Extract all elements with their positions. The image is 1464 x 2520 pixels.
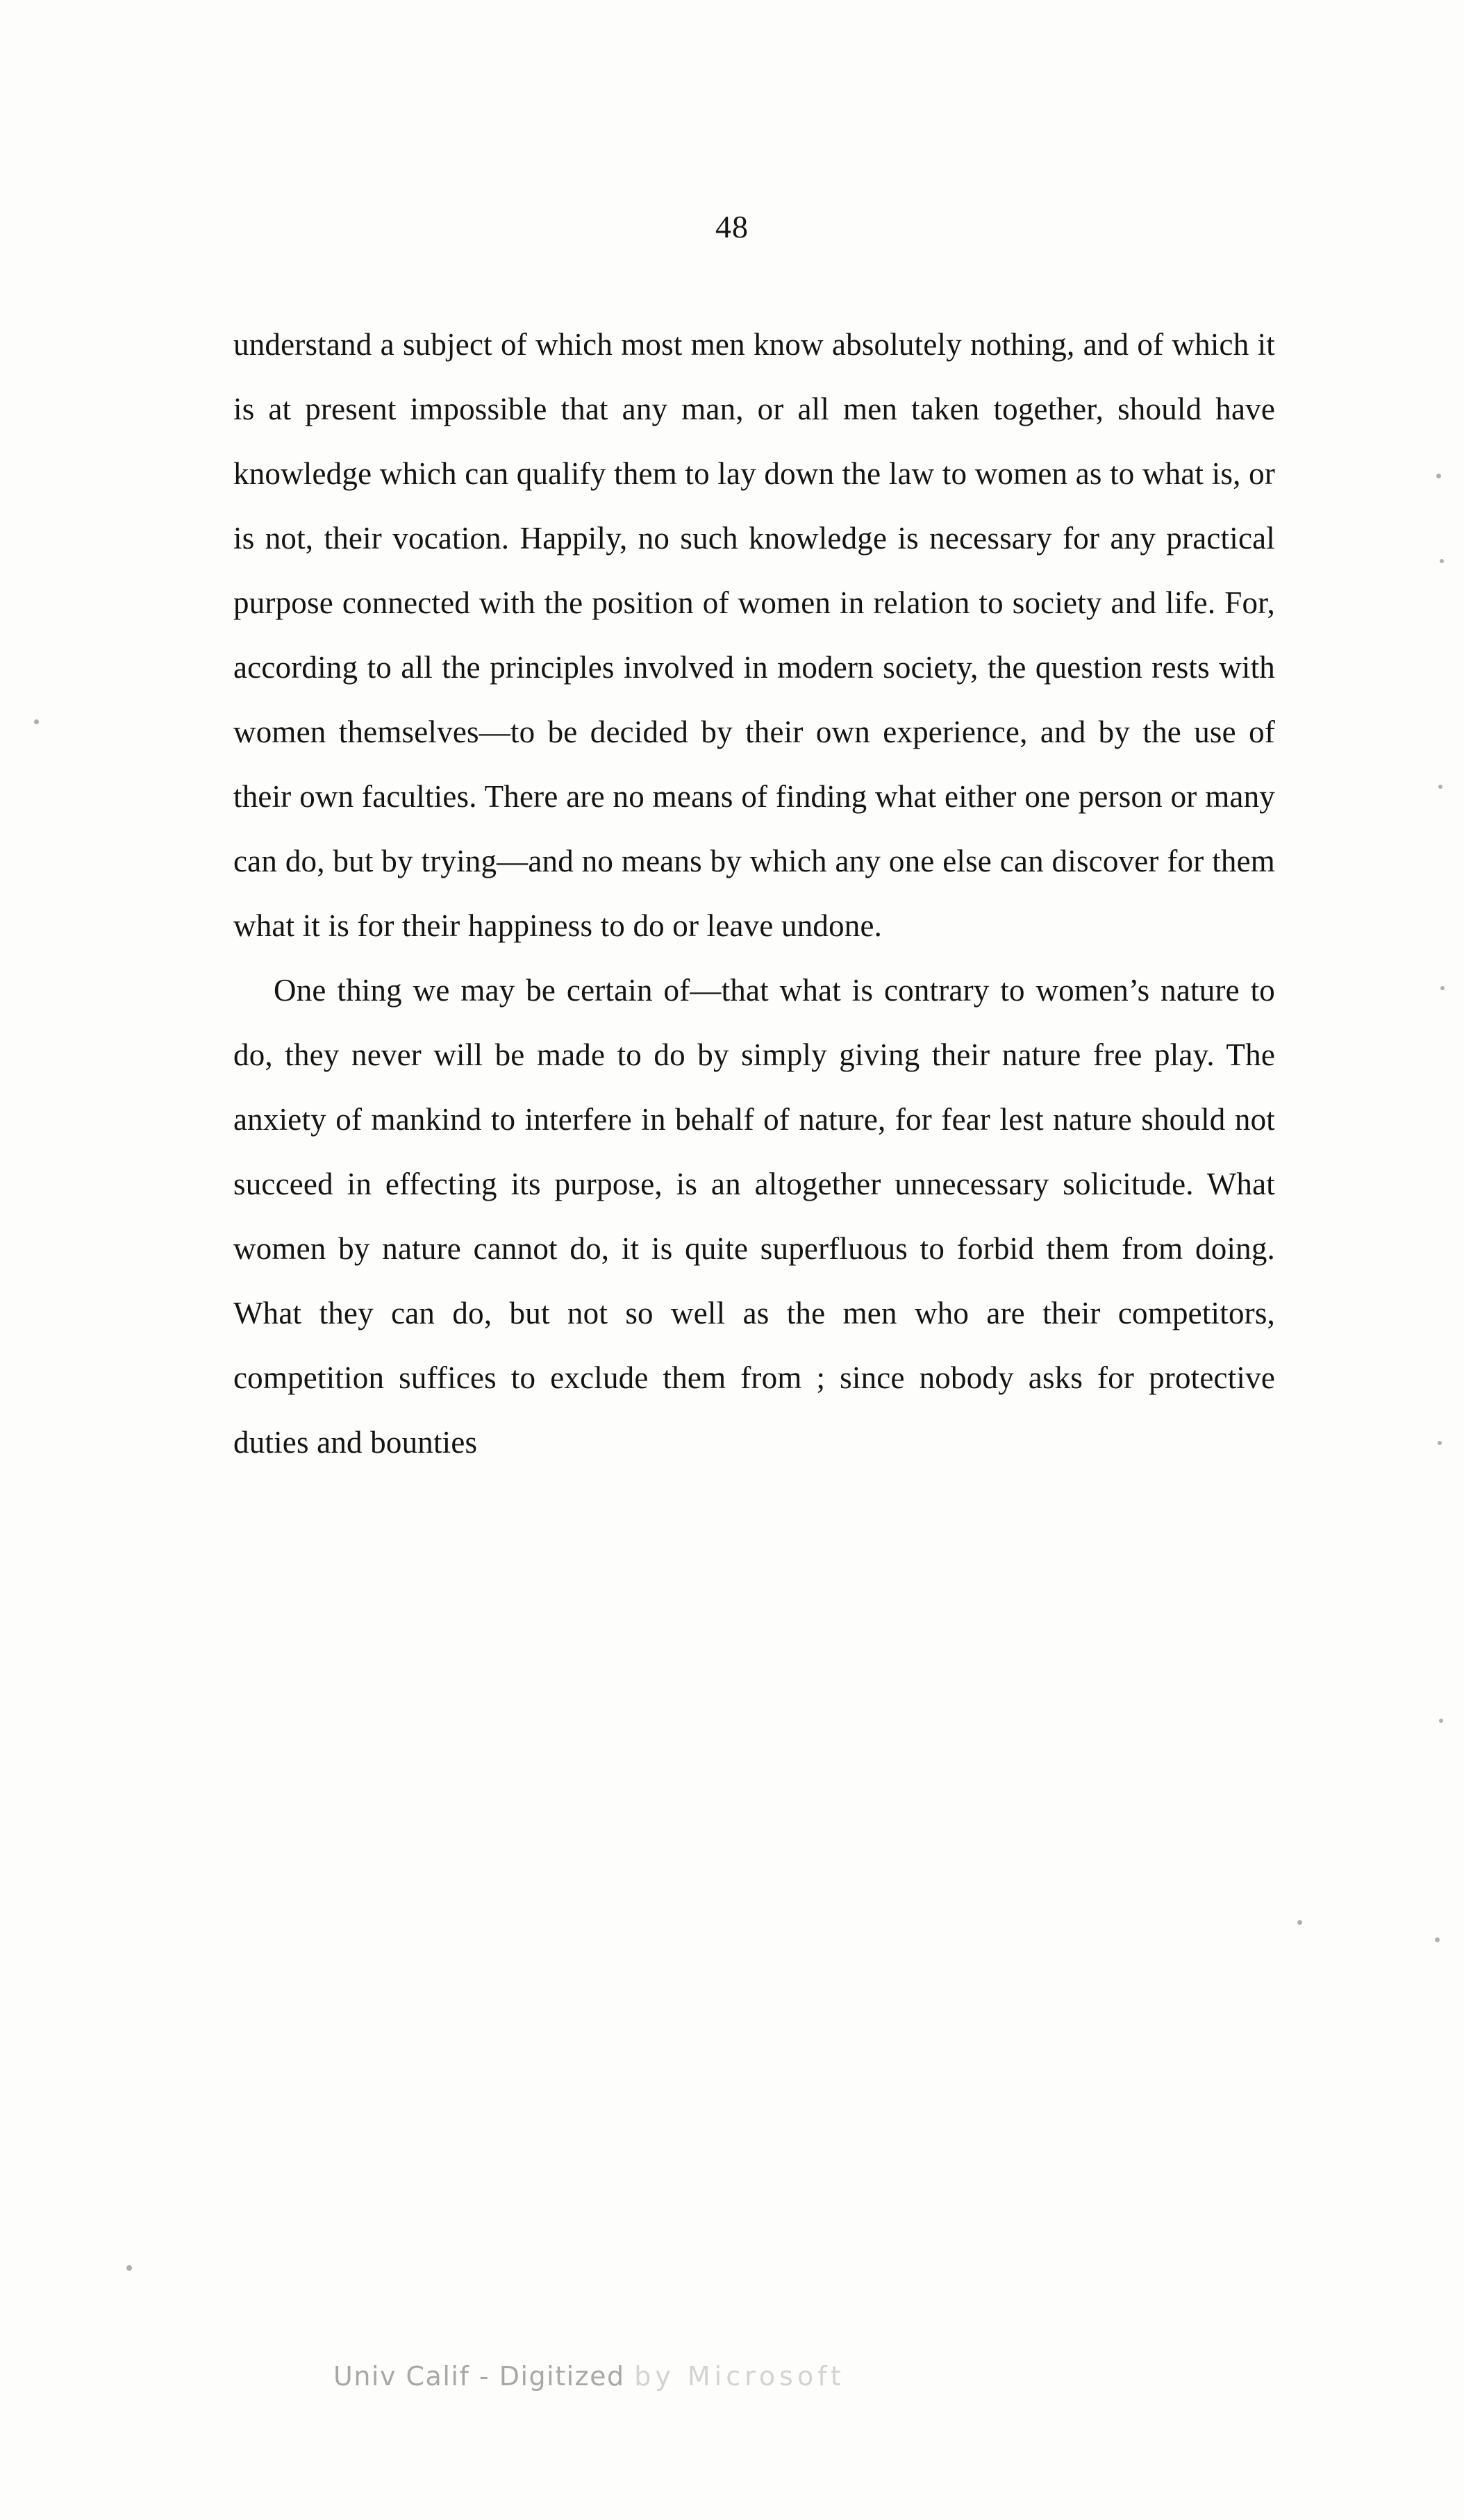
body-text-column [233, 312, 1275, 1475]
stamp-text: Univ Calif - Digitized [333, 2361, 625, 2392]
library-digitization-stamp [333, 2361, 1153, 2392]
scan-speck [126, 2265, 132, 2271]
paragraph-1: understand a subject of which most men know absolutely nothing, and of which it is at present impossible that any man, or all men taken together, should have knowledge which can qualify them to lay down the law to women as to what is, or is not, their vocation. Happily, no such knowledge is necessary for any practical purpose connected with the position of women in relation to society and life. For, according to all the principles involved in modern society, the question rests with women themselves—to be decided by their own experience, and by the use of their own faculties. There are no means of finding what either one person or many can do, but by trying—and no means by which any one else can discover for them what it is for their happiness to do or leave undone. [233, 327, 1275, 943]
scan-speck [1440, 559, 1444, 563]
page-number: 48 [715, 209, 749, 244]
scan-speck [1438, 785, 1442, 789]
scan-speck [1438, 1441, 1442, 1445]
scan-speck [1436, 474, 1441, 478]
scan-speck [1297, 1920, 1302, 1925]
scan-speck [1439, 1719, 1443, 1723]
stamp-trailing-text: by Microsoft [634, 2361, 845, 2392]
scan-speck [1440, 986, 1445, 990]
scan-speck [1435, 1937, 1440, 1942]
scan-speck [34, 719, 39, 724]
paragraph-2: One thing we may be certain of—that what is contrary to women’s nature to do, they never will be made to do by simply giving their nature free play. The anxiety of mankind to interfere in behalf of nature, for fear lest nature should not succeed in effecting its purpose, is an altogether unnecessary solicitude. What women by nature cannot do, it is quite superfluous to forbid them from doing. What they can do, but not so well as the men who are their competitors, competition suffices to exclude them from ; since nobody asks for protective duties and bounties [233, 973, 1275, 1460]
